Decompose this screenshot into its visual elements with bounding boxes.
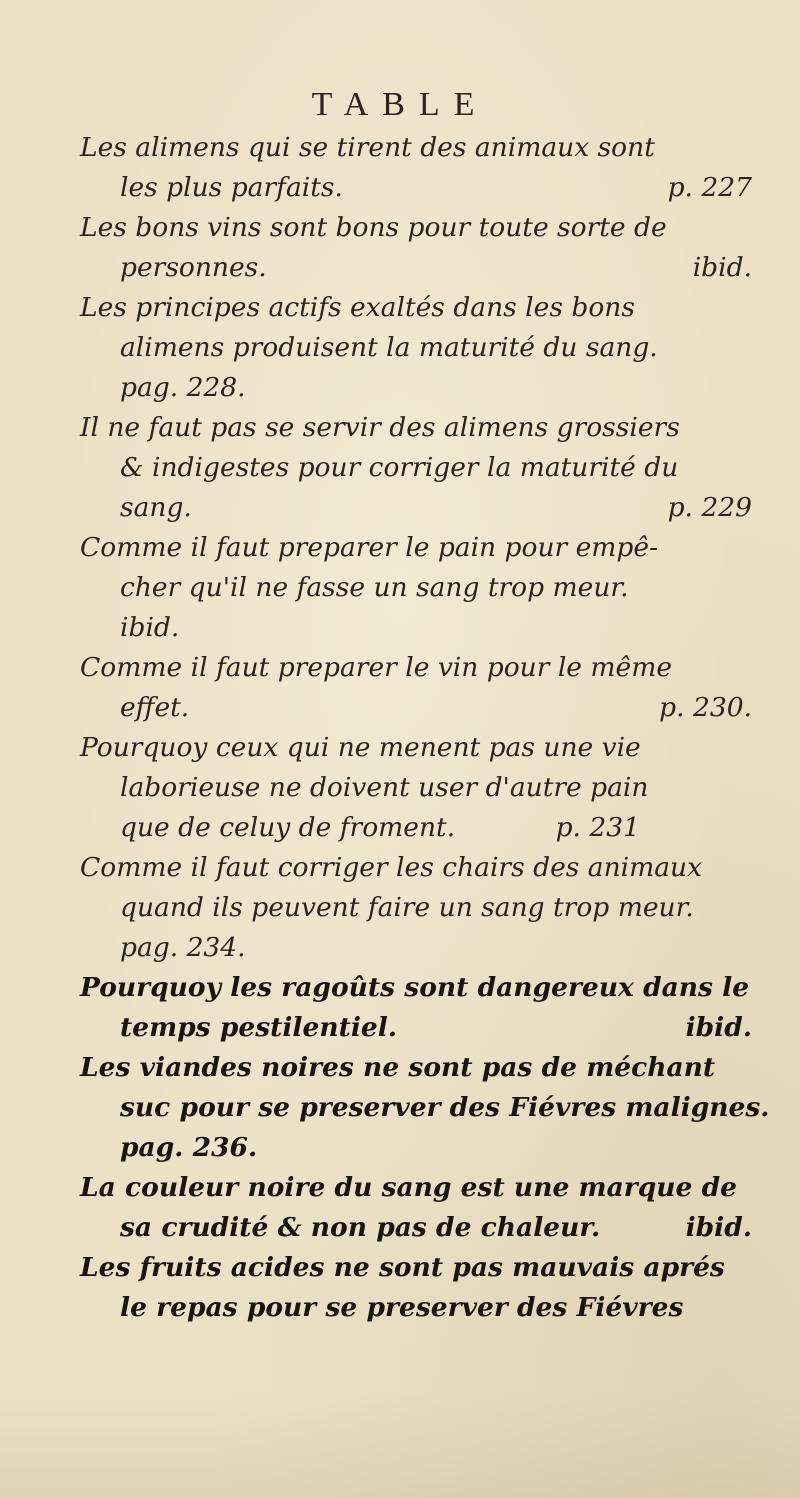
entry-line: pag. 228.	[120, 372, 246, 403]
toc-entry	[0, 1168, 800, 1248]
entry-line: Les viandes noires ne sont pas de méchant	[80, 1052, 716, 1083]
entry-line: le repas pour se preserver des Fiévres	[120, 1292, 684, 1323]
entry-line-text: temps pestilentiel.	[120, 1012, 398, 1043]
entry-line: La couleur noire du sang est une marque de	[80, 1172, 737, 1203]
entry-line-with-page	[0, 1008, 800, 1048]
toc-entry	[0, 288, 800, 408]
entry-line-text: effet.	[120, 692, 190, 723]
entry-line-with-page	[0, 808, 800, 848]
page-reference: p. 229	[667, 492, 752, 523]
table-of-contents	[0, 128, 800, 1328]
entry-line-text: sa crudité & non pas de chaleur.	[120, 1212, 601, 1243]
running-head: TABLE	[311, 86, 489, 123]
page-reference: p. 227	[667, 172, 752, 203]
toc-entry	[0, 1048, 800, 1168]
entry-line: alimens produisent la maturité du sang.	[120, 332, 658, 363]
toc-entry	[0, 728, 800, 848]
toc-entry	[0, 128, 800, 208]
entry-line: pag. 236.	[120, 1132, 258, 1163]
entry-line: Pourquoy les ragoûts sont dangereux dans le	[80, 972, 750, 1003]
page-reference: p. 230.	[659, 692, 752, 723]
entry-line-with-page	[0, 168, 800, 208]
toc-entry	[0, 848, 800, 968]
entry-line-with-page	[0, 688, 800, 728]
entry-line-text: les plus parfaits.	[120, 172, 343, 203]
entry-line: pag. 234.	[120, 932, 246, 963]
entry-line: ibid.	[120, 612, 180, 643]
entry-line-with-page	[0, 488, 800, 528]
entry-line-with-page	[0, 1208, 800, 1248]
toc-entry	[0, 528, 800, 648]
entry-line: Il ne faut pas se servir des alimens grossiers	[80, 412, 680, 443]
entry-line: laborieuse ne doivent user d'autre pain	[120, 772, 649, 803]
toc-entry	[0, 1248, 800, 1328]
entry-line: Comme il faut preparer le vin pour le même	[80, 652, 673, 683]
toc-entry	[0, 648, 800, 728]
entry-line: Les principes actifs exaltés dans les bons	[80, 292, 635, 323]
toc-entry	[0, 208, 800, 288]
toc-entry	[0, 968, 800, 1048]
page-bottom-shading	[0, 1388, 800, 1498]
page-reference: ibid.	[685, 1012, 752, 1043]
entry-line-text: que de celuy de froment.	[120, 812, 456, 843]
entry-line: Les fruits acides ne sont pas mauvais aprés	[80, 1252, 725, 1283]
entry-line: cher qu'il ne fasse un sang trop meur.	[120, 572, 629, 603]
entry-line: Pourquoy ceux qui ne menent pas une vie	[80, 732, 641, 763]
toc-entry	[0, 408, 800, 528]
entry-line: quand ils peuvent faire un sang trop meur.	[120, 892, 694, 923]
entry-line-with-page	[0, 248, 800, 288]
page-reference: p. 231	[555, 812, 640, 843]
entry-line: Les bons vins sont bons pour toute sorte de	[80, 212, 667, 243]
entry-line: Les alimens qui se tirent des animaux sont	[80, 132, 655, 163]
entry-line-text: sang.	[120, 492, 192, 523]
entry-line-text: personnes.	[120, 252, 267, 283]
entry-line: & indigestes pour corriger la maturité du	[120, 452, 679, 483]
entry-line: Comme il faut preparer le pain pour empê-	[80, 532, 659, 563]
page-reference: ibid.	[692, 252, 752, 283]
entry-line: suc pour se preserver des Fiévres malignes.	[120, 1092, 770, 1123]
page-reference: ibid.	[685, 1212, 752, 1243]
entry-line: Comme il faut corriger les chairs des animaux	[80, 852, 703, 883]
